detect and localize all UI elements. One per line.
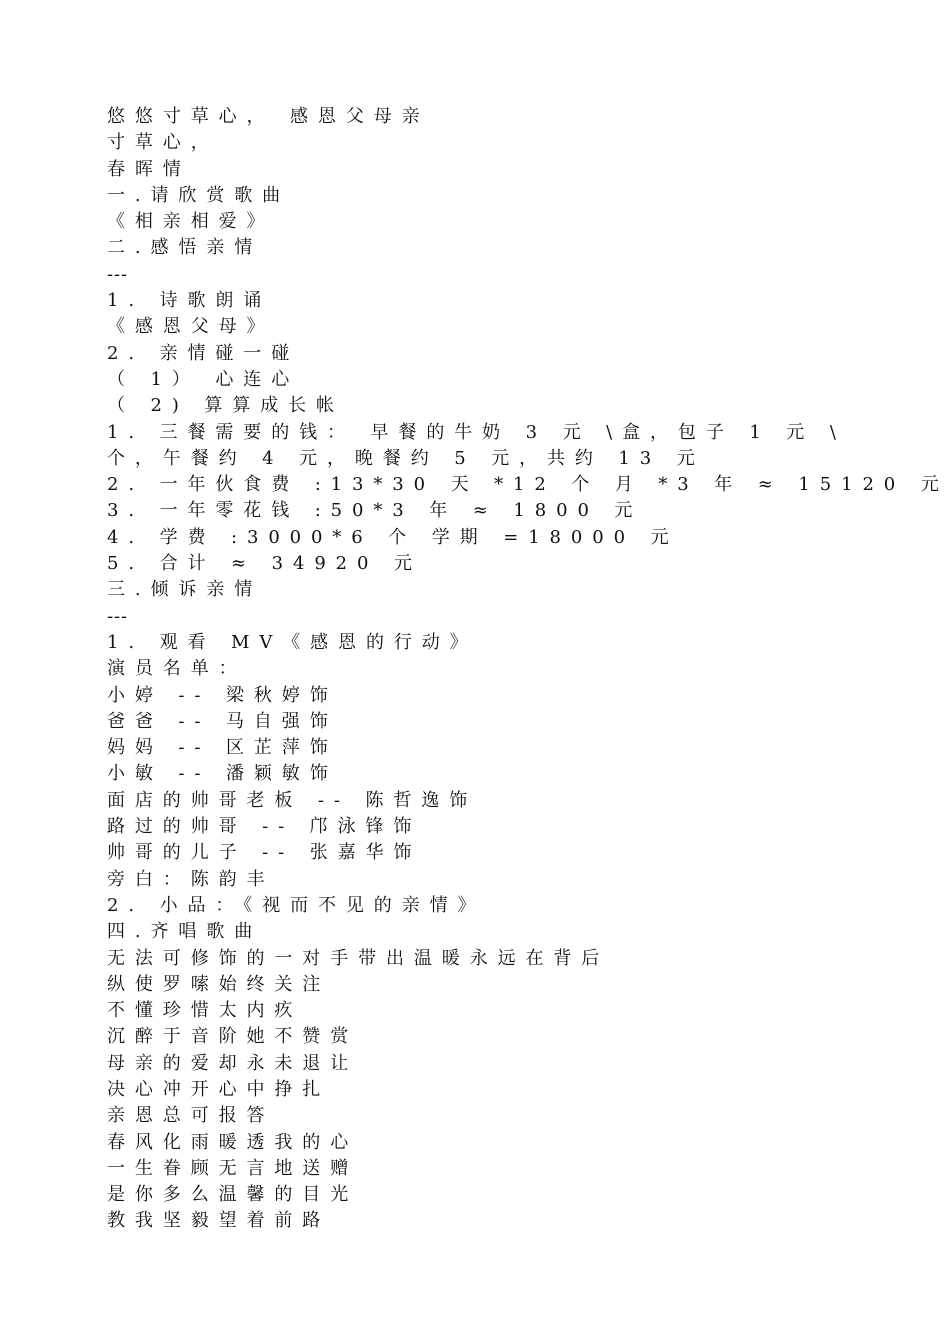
separator: --- (107, 263, 128, 285)
lyric-line: 纵使罗嗦始终关注 (107, 973, 331, 995)
lyric-line: 是你多么温馨的目光 (107, 1184, 359, 1206)
lyric-line: 决心冲开心中挣扎 (107, 1078, 331, 1100)
cast-entry: 小敏 -- 潘颖敏饰 (107, 763, 338, 785)
lyric-line: 母亲的爱却永未退让 (107, 1052, 359, 1074)
document-body (107, 104, 949, 1235)
lyric-line: 一生眷顾无言地送赠 (107, 1157, 359, 1179)
cast-entry: 旁白：陈韵丰 (107, 868, 275, 890)
lyric-line: 沉醉于音阶她不赞赏 (107, 1026, 359, 1048)
cost-item-pocket-money: 3. 一年零花钱 :50*3 年 ≈ 1800 元 (107, 500, 643, 522)
cost-item-food: 2. 一年伙食费 :13*30 天 *12 个 月 *3 年 ≈ 15120 元 (107, 474, 949, 496)
lyric-line: 无法可修饰的一对手带出温暖永远在背后 (107, 947, 610, 969)
poem-title: 《感恩父母》 (107, 316, 275, 338)
song-title: 《相亲相爱》 (107, 211, 275, 233)
cost-total: 5. 合计 ≈ 34920 元 (107, 553, 422, 575)
lyric-line: 春风化雨暖透我的心 (107, 1131, 359, 1153)
section-heading-1: 一.请欣赏歌曲 (107, 184, 291, 206)
doc-title: 悠悠寸草心， 感恩父母亲 (107, 106, 430, 127)
lyric-line: 教我坚毅望着前路 (107, 1210, 331, 1232)
lyric-line: 不懂珍惜太内疚 (107, 1000, 303, 1022)
separator: --- (107, 605, 128, 627)
cast-list-heading: 演员名单： (107, 658, 247, 680)
doc-line: （ 2) 算算成长帐 (107, 395, 344, 417)
cast-entry: 小婷 -- 梁秋婷饰 (107, 684, 338, 706)
cast-entry: 妈妈 -- 区芷萍饰 (107, 737, 338, 759)
doc-line: 1. 诗歌朗诵 (107, 290, 272, 312)
cast-entry: 路过的帅哥 -- 邝泳锋饰 (107, 816, 422, 838)
doc-line: 寸草心， (107, 132, 219, 154)
lyric-line: 亲恩总可报答 (107, 1105, 275, 1127)
cost-item-tuition: 4. 学费 :3000*6 个 学期 =18000 元 (107, 526, 679, 548)
section-heading-4: 四.齐唱歌曲 (107, 921, 263, 943)
doc-line: 2. 亲情碰一碰 (107, 342, 300, 364)
section-heading-3: 三.倾诉亲情 (107, 579, 263, 601)
cost-item-meals: 1. 三餐需要的钱： 早餐的牛奶 3 元 \盒，包子 1 元 \ 个，午餐约 4 元，晚餐约 5 元，共约 13 元 (107, 421, 846, 469)
cast-entry: 帅哥的儿子 -- 张嘉华饰 (107, 842, 422, 864)
doc-line: （ 1） 心连心 (107, 368, 300, 390)
section-heading-2: 二.感悟亲情 (107, 237, 263, 259)
doc-line: 2. 小品：《视而不见的亲情》 (107, 894, 486, 916)
doc-line: 1. 观看 MV《感恩的行动》 (107, 631, 478, 653)
cast-entry: 爸爸 -- 马自强饰 (107, 710, 338, 732)
doc-line: 春晖情 (107, 158, 191, 180)
cast-entry: 面店的帅哥老板 -- 陈哲逸饰 (107, 789, 478, 811)
